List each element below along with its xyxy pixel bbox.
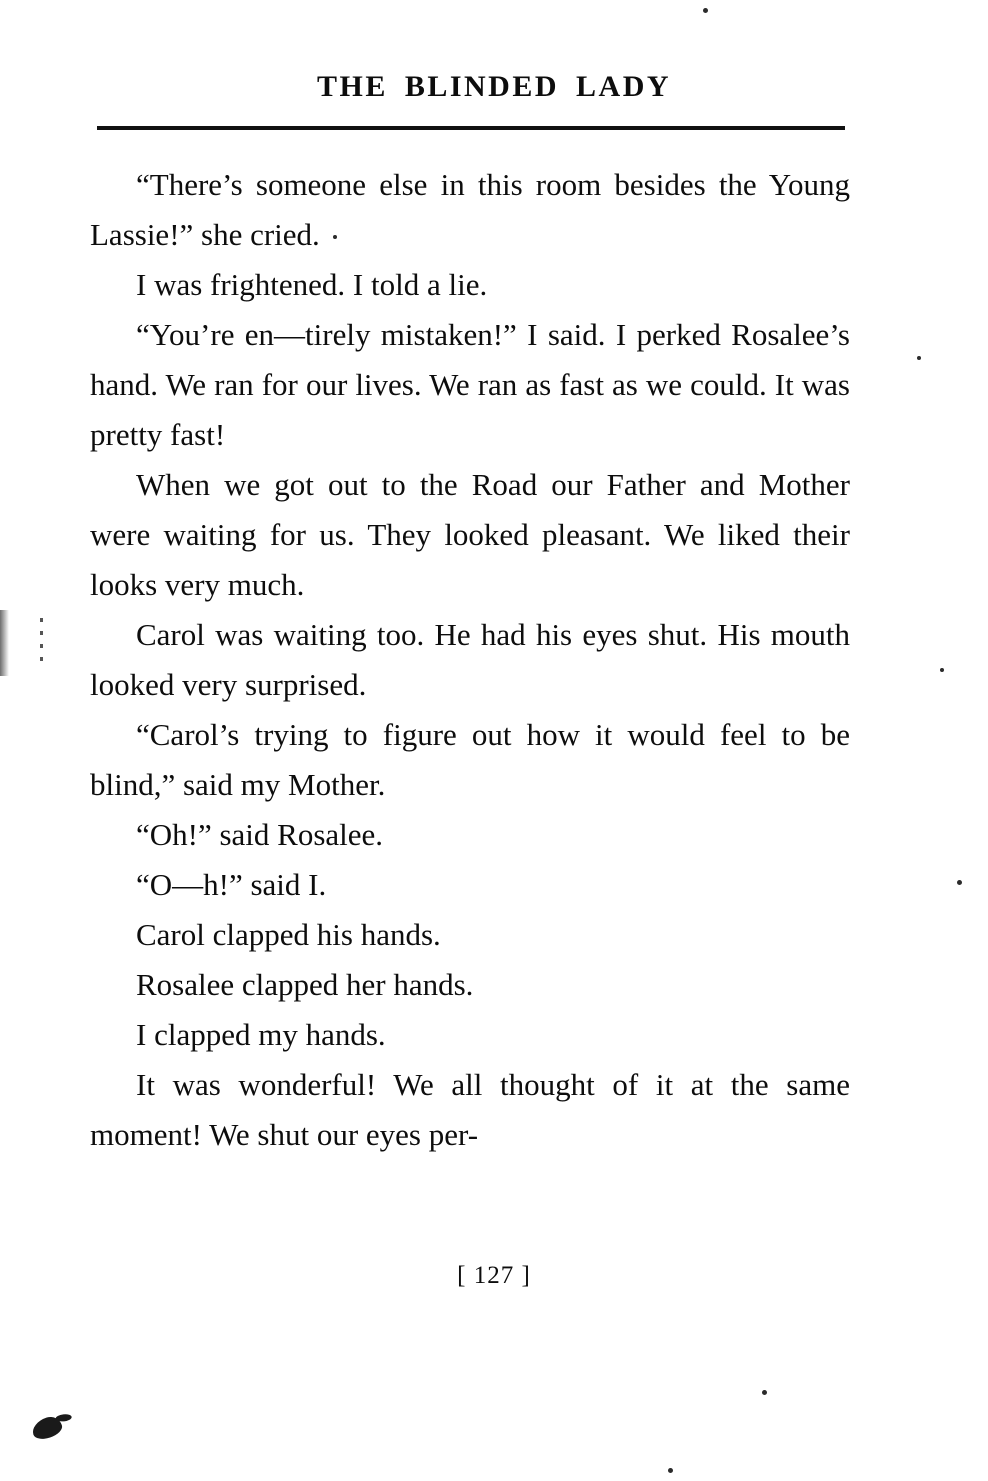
speck [940, 668, 944, 672]
page-body-text [90, 160, 850, 1160]
speck [333, 235, 337, 239]
speck [703, 8, 708, 13]
paragraph: “There’s someone else in this room besides the Young Lassie!” she cried. [90, 167, 850, 252]
paragraph: I was frightened. I told a lie. [136, 267, 488, 302]
paragraph: “Oh!” said Rosalee. [136, 817, 384, 852]
scan-dots-artifact [40, 618, 43, 670]
paragraph: Rosalee clapped her hands. [136, 967, 474, 1002]
page-number: [ 127 ] [457, 1262, 531, 1289]
paragraph: When we got out to the Road our Father and Mother were waiting for us. They looked pleasant. We liked their looks very much. [90, 467, 850, 602]
scan-edge-artifact [0, 610, 9, 676]
paragraph: “You’re en—tirely mistaken!” I said. I perked Rosalee’s hand. We ran for our lives. We ran as fast as we could. It was pretty fast! [90, 317, 850, 452]
paragraph: “O—h!” said I. [136, 867, 327, 902]
speck [917, 356, 921, 360]
header-rule [97, 126, 845, 130]
speck [957, 880, 962, 885]
ink-blot-artifact [30, 1414, 65, 1442]
page-header-title: THE BLINDED LADY [316, 70, 672, 103]
paragraph: Carol clapped his hands. [136, 917, 441, 952]
paragraph: Carol was waiting too. He had his eyes shut. His mouth looked very surprised. [90, 617, 850, 702]
speck [762, 1390, 767, 1395]
paragraph: It was wonderful! We all thought of it at the same moment! We shut our eyes per- [90, 1067, 850, 1152]
paragraph: “Carol’s trying to figure out how it would feel to be blind,” said my Mother. [90, 717, 850, 802]
paragraph: I clapped my hands. [136, 1017, 386, 1052]
speck [668, 1468, 673, 1473]
